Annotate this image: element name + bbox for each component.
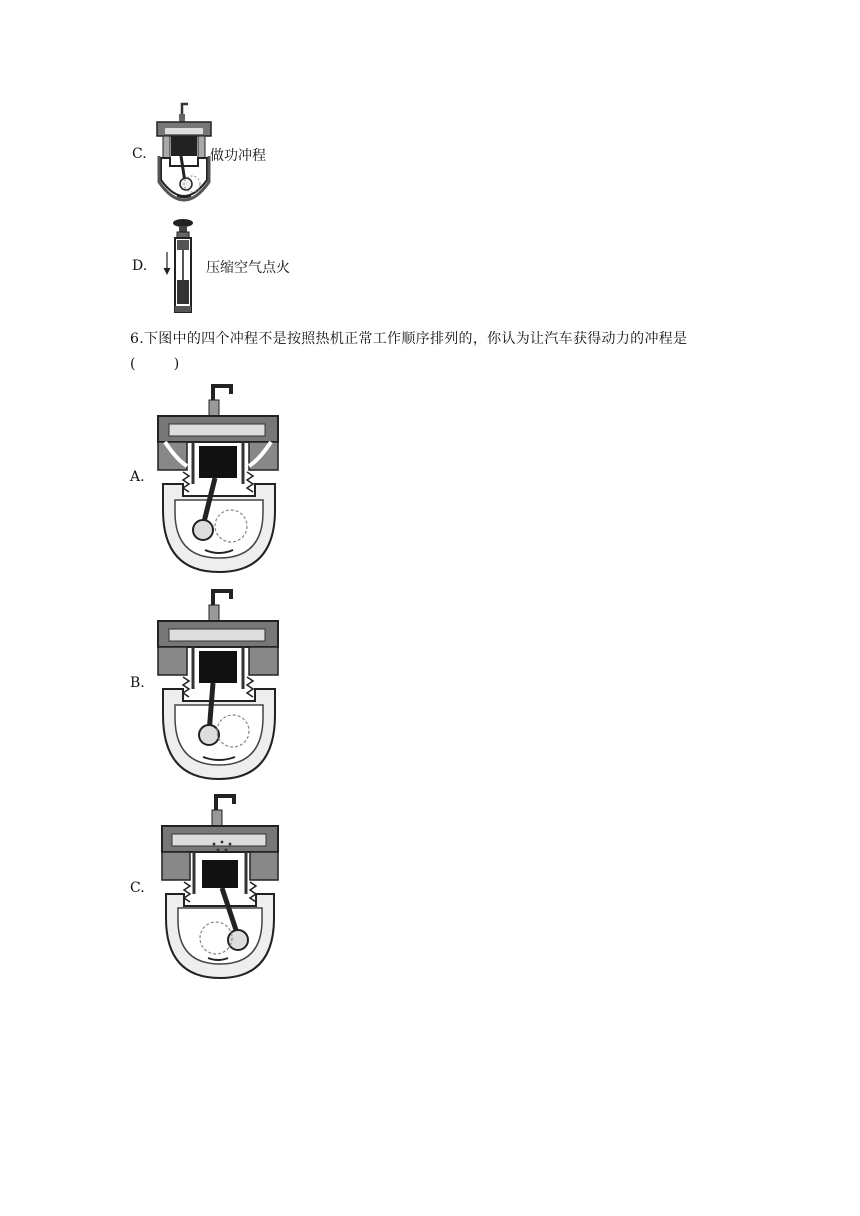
- option-letter-c: C.: [130, 880, 145, 896]
- fire-syringe-diagram: [170, 218, 196, 314]
- caption-compress-air-fire: 压缩空气点火: [206, 260, 290, 276]
- engine-stroke-b-diagram: [155, 585, 283, 779]
- option-letter-a: A.: [130, 469, 145, 485]
- engine-stroke-c-diagram: [158, 790, 282, 978]
- caption-power-stroke: 做功冲程: [210, 148, 266, 164]
- option-letter-c-prev: C.: [132, 146, 147, 162]
- engine-diagram-small-c: [155, 100, 213, 206]
- question-6-text: 6.下图中的四个冲程不是按照热机正常工作顺序排列的，你认为让汽车获得动力的冲程是: [130, 331, 688, 347]
- option-letter-b: B.: [130, 675, 145, 691]
- option-letter-d-prev: D.: [132, 258, 148, 274]
- engine-stroke-a-diagram: [155, 380, 283, 572]
- answer-blank: ( ): [130, 356, 180, 372]
